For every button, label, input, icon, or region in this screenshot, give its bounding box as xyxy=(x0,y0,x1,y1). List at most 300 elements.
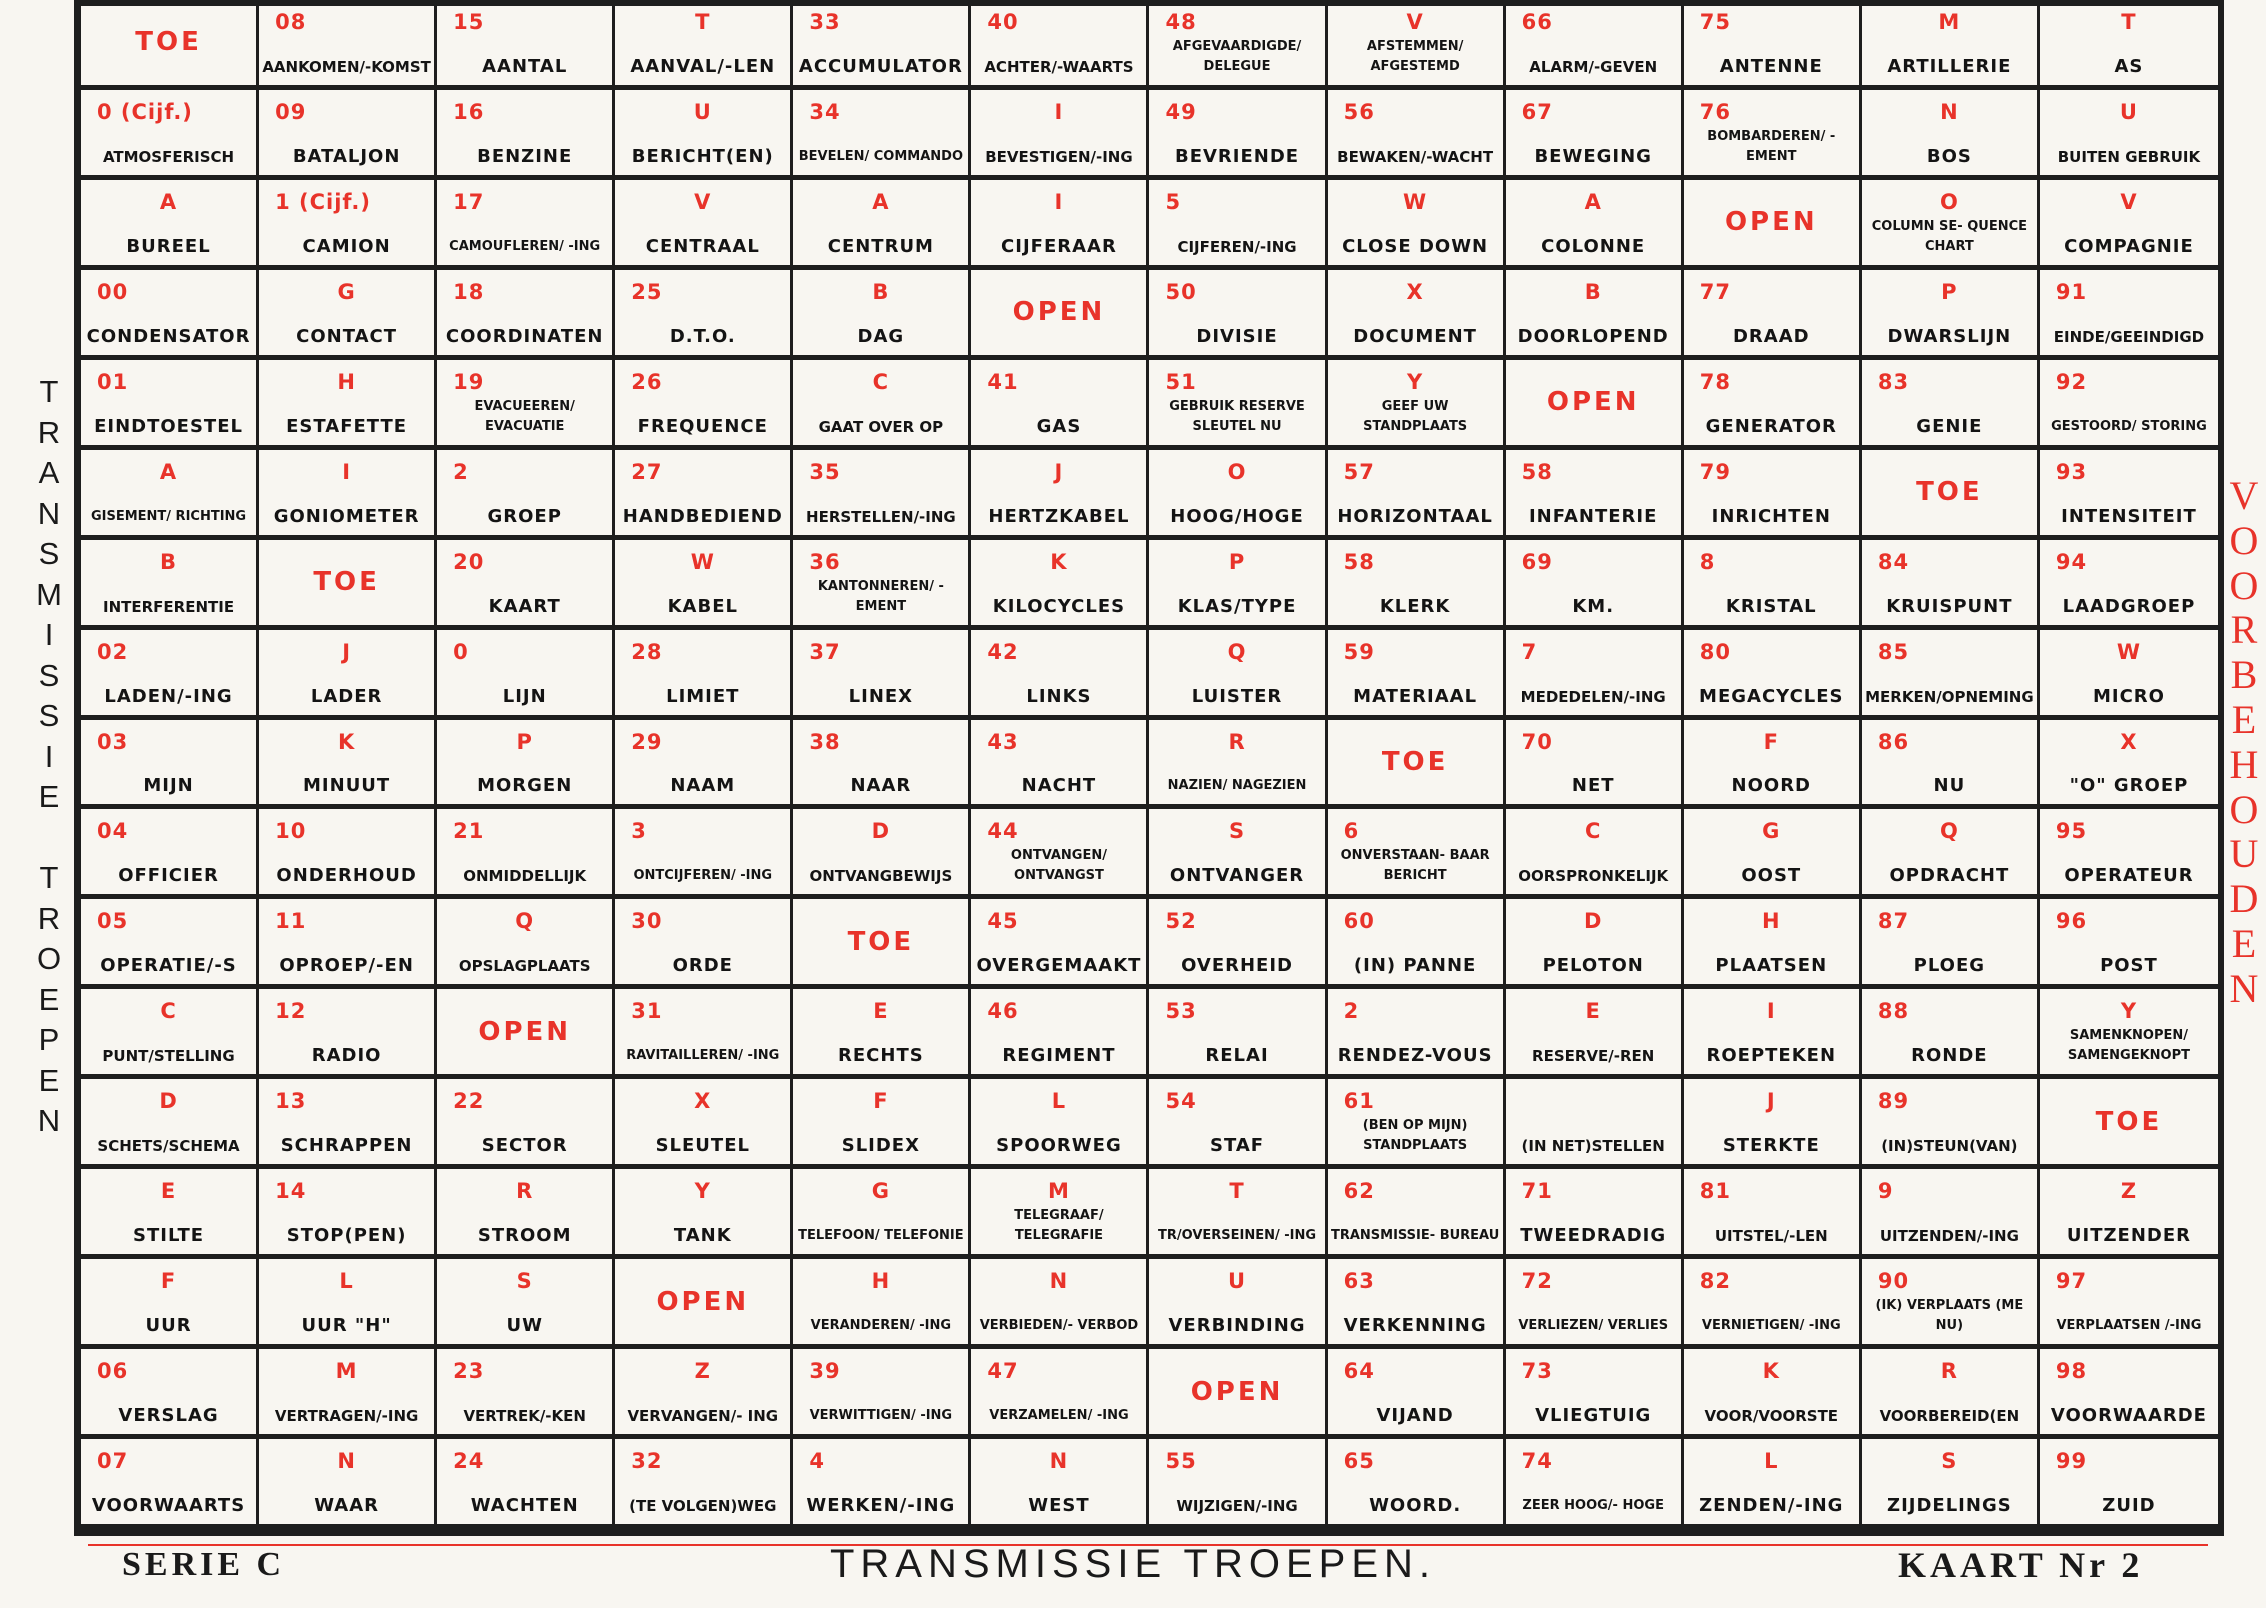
cell-code: B xyxy=(160,549,178,574)
cell-code: A xyxy=(159,459,178,484)
code-cell xyxy=(793,450,971,540)
code-cell xyxy=(81,270,259,360)
code-cell xyxy=(615,899,793,989)
code-cell xyxy=(1328,720,1506,810)
cell-code: 43 xyxy=(987,729,1019,754)
code-cell xyxy=(2040,1439,2218,1529)
cell-code: 46 xyxy=(987,999,1019,1024)
cell-marker: TOE xyxy=(135,27,202,58)
cell-word: UUR "H" xyxy=(301,1315,392,1337)
cell-code: 30 xyxy=(631,909,663,934)
code-cell xyxy=(1862,180,2040,270)
cell-code: 39 xyxy=(809,1359,841,1384)
cell-word: BEWAKEN/-WACHT xyxy=(1337,147,1494,166)
cell-code: K xyxy=(1050,549,1068,574)
code-cell xyxy=(81,1079,259,1169)
code-cell xyxy=(615,1259,793,1349)
cell-code: 80 xyxy=(1699,639,1731,664)
cell-word: OFFICIER xyxy=(118,865,219,887)
cell-word: ONTVANGBEWIJS xyxy=(809,867,953,886)
cell-word: STERKTE xyxy=(1722,1135,1820,1157)
code-cell xyxy=(437,809,615,899)
code-cell xyxy=(259,180,437,270)
code-cell xyxy=(1862,360,2040,450)
cell-word: COLONNE xyxy=(1541,235,1646,257)
code-cell xyxy=(793,360,971,450)
cell-code: 52 xyxy=(1165,909,1197,934)
cell-word: LUISTER xyxy=(1191,685,1283,707)
code-cell xyxy=(1328,899,1506,989)
cell-word: "O" GROEP xyxy=(2069,775,2189,797)
code-cell xyxy=(437,1439,615,1529)
cell-word: ORDE xyxy=(672,955,733,977)
code-cell xyxy=(1684,1259,1862,1349)
code-cell xyxy=(1862,1259,2040,1349)
cell-word: NAZIEN/ NAGEZIEN xyxy=(1167,778,1307,794)
code-cell xyxy=(2040,540,2218,630)
code-cell xyxy=(2040,90,2218,180)
cell-code: 58 xyxy=(1343,549,1375,574)
code-cell xyxy=(81,899,259,989)
cell-word: SLIDEX xyxy=(841,1135,920,1157)
cell-word: OPDRACHT xyxy=(1889,865,2010,887)
cell-word: VERBINDING xyxy=(1168,1315,1306,1337)
code-cell xyxy=(259,0,437,90)
cell-code: J xyxy=(1766,1089,1776,1114)
left-vertical-letter: T xyxy=(39,860,59,895)
cell-word: SCHRAPPEN xyxy=(280,1135,413,1157)
cell-code: L xyxy=(1764,1449,1779,1474)
cell-word: KLERK xyxy=(1379,595,1451,617)
cell-code: T xyxy=(2121,10,2137,34)
cell-code: 2 xyxy=(453,459,469,484)
cell-word: BOMBARDEREN/ -EMENT xyxy=(1707,128,1836,164)
code-cell xyxy=(437,1079,615,1169)
code-cell xyxy=(2040,0,2218,90)
code-cell xyxy=(615,360,793,450)
cell-code: 49 xyxy=(1165,99,1197,124)
cell-word: STILTE xyxy=(133,1225,205,1247)
cell-code: I xyxy=(1766,999,1776,1024)
cell-word: NOORD xyxy=(1731,775,1812,797)
code-cell xyxy=(1862,630,2040,720)
code-cell xyxy=(1506,540,1684,630)
cell-code: 23 xyxy=(453,1359,485,1384)
cell-code: Z xyxy=(2120,1179,2138,1204)
code-cell xyxy=(437,90,615,180)
cell-word: ALARM/-GEVEN xyxy=(1529,57,1658,76)
code-cell xyxy=(2040,720,2218,810)
cell-code: 56 xyxy=(1343,99,1375,124)
cell-word: ONDERHOUD xyxy=(276,865,417,887)
cell-word: ONTVANGEN/ ONTVANGST xyxy=(1010,848,1107,884)
cell-code: 17 xyxy=(453,189,485,214)
cell-code: 3 xyxy=(631,819,647,844)
cell-code: 04 xyxy=(97,819,129,844)
code-cell xyxy=(971,899,1149,989)
code-cell xyxy=(971,360,1149,450)
cell-code: 47 xyxy=(987,1359,1019,1384)
cell-code: 03 xyxy=(97,729,129,754)
cell-word: BUITEN GEBRUIK xyxy=(2057,147,2201,166)
cell-code: 26 xyxy=(631,369,663,394)
cell-code: 33 xyxy=(809,10,841,34)
cell-word: HOOG/HOGE xyxy=(1170,505,1304,527)
code-cell xyxy=(793,270,971,360)
code-cell xyxy=(1506,720,1684,810)
cell-code: 71 xyxy=(1521,1179,1553,1204)
code-cell xyxy=(1328,360,1506,450)
cell-word: CONTACT xyxy=(296,325,398,347)
left-vertical-letter: R xyxy=(37,900,61,936)
cell-code: 92 xyxy=(2055,369,2088,394)
cell-code: 4 xyxy=(809,1449,825,1474)
cell-code: 61 xyxy=(1343,1089,1375,1114)
code-cell xyxy=(2040,1259,2218,1349)
code-cell xyxy=(81,809,259,899)
cell-code: V xyxy=(1406,10,1424,34)
cell-marker: OPEN xyxy=(656,1286,750,1317)
cell-word: DRAAD xyxy=(1732,325,1810,347)
cell-code: Y xyxy=(2120,999,2138,1024)
cell-code: 67 xyxy=(1521,99,1553,124)
cell-code: K xyxy=(1762,1359,1780,1384)
code-cell xyxy=(1862,720,2040,810)
cell-code: I xyxy=(1054,189,1064,214)
code-cell xyxy=(81,1259,259,1349)
cell-word: EINDTOESTEL xyxy=(94,415,243,437)
cell-code: 96 xyxy=(2055,909,2088,934)
cell-code: R xyxy=(1228,729,1246,754)
cell-word: UUR xyxy=(145,1315,192,1337)
code-cell xyxy=(615,1169,793,1259)
code-cell xyxy=(81,1169,259,1259)
cell-code: N xyxy=(1940,99,1959,124)
left-vertical-letter: O xyxy=(36,941,62,976)
cell-code: 88 xyxy=(1877,999,1910,1024)
cell-word: NACHT xyxy=(1021,775,1097,797)
code-cell xyxy=(1149,360,1327,450)
cell-code: 37 xyxy=(809,639,841,664)
cell-word: VLIEGTUIG xyxy=(1535,1405,1652,1427)
cell-code: H xyxy=(871,1269,891,1294)
cell-code: 45 xyxy=(987,909,1019,934)
cell-code: 94 xyxy=(2055,549,2088,574)
code-cell xyxy=(437,989,615,1079)
cell-word: OPROEP/-EN xyxy=(279,955,414,977)
cell-word: DWARSLIJN xyxy=(1887,325,2012,347)
cell-code: 35 xyxy=(809,459,841,484)
cell-code: 28 xyxy=(631,639,663,664)
code-cell xyxy=(81,989,259,1079)
code-cell xyxy=(1149,720,1327,810)
right-vertical-letter: E xyxy=(2231,696,2257,742)
code-cell xyxy=(1862,899,2040,989)
cell-word: BEVRIENDE xyxy=(1174,145,1300,167)
code-cell xyxy=(793,540,971,630)
cell-word: COORDINATEN xyxy=(445,325,604,347)
left-vertical-letter: E xyxy=(38,779,60,814)
cell-code: 51 xyxy=(1165,369,1197,394)
code-cell xyxy=(1328,180,1506,270)
right-vertical-letter: R xyxy=(2230,607,2258,653)
cell-code: 42 xyxy=(987,639,1019,664)
cell-marker: OPEN xyxy=(478,1016,572,1047)
code-cell xyxy=(81,180,259,270)
cell-word: BEVESTIGEN/-ING xyxy=(985,147,1133,166)
code-cell xyxy=(1506,630,1684,720)
cell-code: J xyxy=(1054,459,1064,484)
cell-word: VERNIETIGEN/ -ING xyxy=(1701,1318,1841,1334)
cell-word: ONTCIJFEREN/ -ING xyxy=(633,868,773,884)
cell-code: P xyxy=(516,729,533,754)
code-cell xyxy=(1149,450,1327,540)
cell-word: TWEEDRADIG xyxy=(1520,1225,1667,1247)
cell-code: Y xyxy=(694,1179,711,1204)
code-cell xyxy=(2040,270,2218,360)
cell-word: GISEMENT/ RICHTING xyxy=(90,508,247,524)
code-cell xyxy=(1328,1349,1506,1439)
cell-word: BATALJON xyxy=(292,145,401,167)
cell-code: 36 xyxy=(809,549,841,574)
cell-word: BUREEL xyxy=(126,235,211,257)
code-cell xyxy=(1684,360,1862,450)
cell-code: I xyxy=(342,459,352,484)
code-cell xyxy=(1506,0,1684,90)
cell-word: RELAI xyxy=(1205,1045,1269,1067)
code-cell xyxy=(2040,360,2218,450)
code-cell xyxy=(971,540,1149,630)
code-cell xyxy=(81,1439,259,1529)
right-vertical-letter: D xyxy=(2229,876,2259,922)
cell-word: INTERFERENTIE xyxy=(103,597,235,616)
code-cell xyxy=(971,1079,1149,1169)
cell-word: HANDBEDIEND xyxy=(622,505,783,527)
code-cell xyxy=(1684,899,1862,989)
code-cell xyxy=(1328,90,1506,180)
code-cell xyxy=(1328,540,1506,630)
code-cell xyxy=(437,0,615,90)
left-vertical-letter xyxy=(34,818,64,859)
code-cell xyxy=(1506,270,1684,360)
cell-code: 9 xyxy=(1877,1179,1894,1204)
cell-word: LIMIET xyxy=(666,685,740,707)
cell-code: Q xyxy=(515,909,535,934)
cell-code: 98 xyxy=(2055,1359,2088,1384)
code-cell xyxy=(1328,989,1506,1079)
code-cell xyxy=(1506,1259,1684,1349)
cell-word: NAAR xyxy=(850,775,912,797)
cell-code: S xyxy=(1941,1449,1958,1474)
cell-word: BENZINE xyxy=(477,145,573,167)
right-vertical-letter: O xyxy=(2229,562,2259,608)
code-cell xyxy=(793,180,971,270)
cell-code: 25 xyxy=(631,279,663,304)
cell-code: 08 xyxy=(275,10,307,34)
cell-code: 05 xyxy=(97,909,129,934)
cell-code: U xyxy=(693,99,712,124)
cell-code: 10 xyxy=(275,819,307,844)
cell-code: 6 xyxy=(1343,819,1360,844)
code-cell xyxy=(1862,1439,2040,1529)
cell-code: 50 xyxy=(1165,279,1197,304)
footer-title: TRANSMISSIE TROEPEN. xyxy=(829,1542,1436,1586)
code-cell xyxy=(1506,809,1684,899)
cell-code: Q xyxy=(1227,639,1247,664)
cell-word: AFGEVAARDIGDE/ DELEGUE xyxy=(1172,38,1302,74)
code-cell xyxy=(259,1259,437,1349)
cell-code: 75 xyxy=(1699,10,1731,34)
cell-code: 0 xyxy=(453,639,469,664)
cell-word: RAVITAILLEREN/ -ING xyxy=(626,1048,780,1064)
cell-word: TR/OVERSEINEN/ -ING xyxy=(1158,1228,1317,1244)
cell-word: LADEN/-ING xyxy=(104,685,233,707)
cell-code: 41 xyxy=(987,369,1019,394)
footer-kaart: KAART Nr 2 xyxy=(1898,1545,2144,1585)
cell-word: DOCUMENT xyxy=(1353,325,1477,347)
code-cell xyxy=(437,1169,615,1259)
cell-code: 8 xyxy=(1699,549,1716,574)
code-cell xyxy=(615,270,793,360)
left-vertical-letter: I xyxy=(44,738,54,774)
cell-word: MERKEN/OPNEMING xyxy=(1865,687,2034,706)
cell-code: 58 xyxy=(1521,459,1553,484)
cell-code: A xyxy=(1584,189,1602,214)
cell-word: WERKEN/-ING xyxy=(806,1495,956,1516)
code-cell xyxy=(259,540,437,630)
cell-word: INRICHTEN xyxy=(1711,505,1831,527)
cell-word: AANTAL xyxy=(482,55,568,77)
cell-word: CLOSE DOWN xyxy=(1342,235,1489,257)
code-cell xyxy=(1328,1259,1506,1349)
cell-word: FREQUENCE xyxy=(637,415,768,437)
cell-word: TELEGRAAF/ TELEGRAFIE xyxy=(1014,1208,1104,1244)
cell-code: 18 xyxy=(453,279,485,304)
cell-word: WAAR xyxy=(314,1495,379,1516)
cell-code: 55 xyxy=(1165,1449,1197,1474)
cell-word: GROEP xyxy=(487,505,562,527)
cell-marker: OPEN xyxy=(1190,1376,1284,1407)
code-cell xyxy=(2040,809,2218,899)
cell-word: D.T.O. xyxy=(669,325,736,347)
code-cell xyxy=(971,90,1149,180)
code-cell xyxy=(81,90,259,180)
cell-code: 64 xyxy=(1343,1359,1375,1384)
cell-code: 21 xyxy=(453,819,485,844)
cell-word: (TE VOLGEN)WEG xyxy=(629,1497,777,1515)
code-cell xyxy=(971,630,1149,720)
cell-word: ATMOSFERISCH xyxy=(102,147,235,166)
code-cell xyxy=(2040,180,2218,270)
cell-word: TELEFOON/ TELEFONIE xyxy=(798,1228,964,1244)
code-cell xyxy=(971,809,1149,899)
code-cell xyxy=(971,1439,1149,1529)
cell-code: 57 xyxy=(1343,459,1375,484)
code-cell xyxy=(793,899,971,989)
cell-word: KLAS/TYPE xyxy=(1177,595,1297,617)
code-cell xyxy=(971,989,1149,1079)
cell-code: 48 xyxy=(1165,10,1197,34)
cell-code: T xyxy=(1229,1179,1245,1204)
code-cell xyxy=(1684,989,1862,1079)
code-cell xyxy=(615,1439,793,1529)
cell-code: 77 xyxy=(1699,279,1731,304)
cell-code: S xyxy=(1228,819,1246,844)
cell-word: RESERVE/-REN xyxy=(1532,1047,1655,1066)
left-vertical-letter: N xyxy=(37,495,61,531)
cell-code: N xyxy=(1049,1449,1069,1474)
cell-marker: TOE xyxy=(313,567,380,598)
cell-word: GAS xyxy=(1036,415,1082,437)
cell-code: C xyxy=(160,999,177,1024)
cell-code: 29 xyxy=(631,729,663,754)
code-cell xyxy=(1149,1349,1327,1439)
cell-code: 85 xyxy=(1877,639,1910,664)
code-cell xyxy=(437,630,615,720)
cell-word: UITSTEL/-LEN xyxy=(1714,1227,1828,1246)
cell-code: D xyxy=(871,819,891,844)
code-cell xyxy=(2040,899,2218,989)
right-vertical-letter: N xyxy=(2229,965,2259,1011)
cell-code: 20 xyxy=(453,549,485,574)
cell-code: M xyxy=(1047,1179,1070,1204)
code-cell xyxy=(259,899,437,989)
cell-word: OOST xyxy=(1741,865,1802,887)
code-cell xyxy=(1149,0,1327,90)
cell-word: CAMOUFLEREN/ -ING xyxy=(449,238,601,254)
cell-word: INFANTERIE xyxy=(1528,505,1658,527)
cell-word: AFSTEMMEN/ AFGESTEMD xyxy=(1366,38,1464,74)
cell-code: G xyxy=(871,1179,890,1204)
cell-word: VOORBEREID(EN xyxy=(1879,1407,2020,1426)
cell-code: 54 xyxy=(1165,1089,1197,1114)
cell-code: M xyxy=(335,1359,358,1384)
cell-marker: TOE xyxy=(847,926,915,957)
left-vertical-letter: P xyxy=(38,1022,60,1057)
code-cell xyxy=(1149,630,1327,720)
cell-code: O xyxy=(1227,459,1247,484)
cell-code: L xyxy=(1051,1089,1067,1114)
code-cell xyxy=(259,1079,437,1169)
code-cell xyxy=(1149,899,1327,989)
code-cell xyxy=(793,90,971,180)
cell-word: OORSPRONKELIJK xyxy=(1518,867,1669,886)
cell-word: SECTOR xyxy=(481,1135,568,1157)
code-cell xyxy=(971,1169,1149,1259)
code-cell xyxy=(971,0,1149,90)
cell-code: S xyxy=(516,1269,533,1294)
code-cell xyxy=(1328,0,1506,90)
cell-word: ACHTER/-WAARTS xyxy=(984,57,1134,76)
cell-code: 32 xyxy=(631,1449,663,1474)
cell-code: 69 xyxy=(1521,549,1553,574)
code-cell xyxy=(1684,0,1862,90)
cell-word: NU xyxy=(1933,775,1966,797)
code-cell xyxy=(1862,809,2040,899)
code-cell xyxy=(81,630,259,720)
code-cell xyxy=(1149,1079,1327,1169)
cell-code: 12 xyxy=(275,999,307,1024)
cell-code: P xyxy=(1941,279,1958,304)
cell-word: LADER xyxy=(310,685,383,707)
cell-word: RENDEZ-VOUS xyxy=(1337,1045,1493,1067)
cell-word: MATERIAAL xyxy=(1353,685,1478,707)
code-cell xyxy=(1684,809,1862,899)
code-cell xyxy=(81,450,259,540)
cell-code: 2 xyxy=(1343,999,1360,1024)
code-cell xyxy=(1684,90,1862,180)
cell-marker: OPEN xyxy=(1724,207,1818,238)
